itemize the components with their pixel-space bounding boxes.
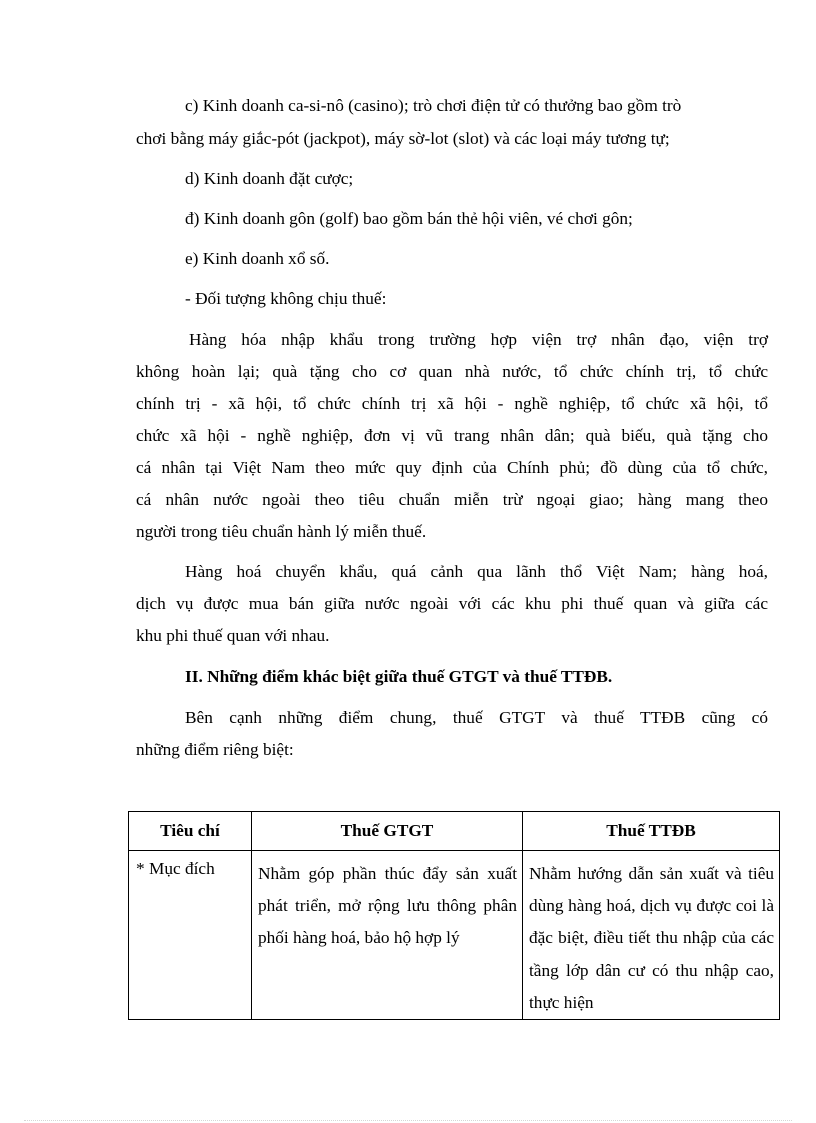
table-row [129, 851, 780, 1020]
comparison-table [128, 811, 780, 1020]
header-sct: Thuế TTĐB [523, 812, 780, 851]
non-taxable-para2-line-2: dịch vụ được mua bán giữa nước ngoài với các khu phi thuế quan và giữa các [136, 594, 768, 613]
item-e: e) Kinh doanh xổ số. [185, 249, 330, 268]
intro-line-2: những điểm riêng biệt: [136, 740, 294, 759]
table-header-row [129, 812, 780, 851]
non-taxable-para1-line-2: không hoàn lại; quà tặng cho cơ quan nhà nước, tổ chức chính trị, tổ chức [136, 362, 768, 381]
non-taxable-para2-line-3: khu phi thuế quan với nhau. [136, 626, 330, 645]
item-c-line-2: chơi bằng máy giắc-pót (jackpot), máy sờ-lot (slot) và các loại máy tương tự; [136, 129, 670, 148]
non-taxable-para1-line-6: cá nhân nước ngoài theo tiêu chuẩn miễn trừ ngoại giao; hàng mang theo [136, 490, 768, 509]
item-d: d) Kinh doanh đặt cược; [185, 169, 354, 188]
row-vat: Nhằm góp phần thúc đẩy sản xuất phát triển, mở rộng lưu thông phân phối hàng hoá, bảo hộ hợp lý [252, 851, 523, 1020]
non-taxable-para1-line-1: Hàng hóa nhập khẩu trong trường hợp viện trợ nhân đạo, viện trợ [189, 330, 768, 349]
intro-line-1: Bên cạnh những điểm chung, thuế GTGT và thuế TTĐB cũng có [185, 708, 768, 727]
non-taxable-heading: - Đối tượng không chịu thuế: [185, 289, 387, 308]
section-heading: II. Những điểm khác biệt giữa thuế GTGT và thuế TTĐB. [185, 667, 613, 686]
row-sct: Nhằm hướng dẫn sản xuất và tiêu dùng hàng hoá, dịch vụ được coi là đặc biệt, điều tiết thu nhập của các tầng lớp dân cư có thu nhập cao, thực hiện [523, 851, 780, 1020]
item-c-line-1: c) Kinh doanh ca-si-nô (casino); trò chơi điện tử có thưởng bao gồm trò [185, 96, 682, 115]
item-dd: đ) Kinh doanh gôn (golf) bao gồm bán thẻ hội viên, vé chơi gôn; [185, 209, 633, 228]
row-criteria: * Mục đích [129, 851, 252, 1020]
non-taxable-para1-line-3: chính trị - xã hội, tổ chức chính trị xã hội - nghề nghiệp, tổ chức xã hội, tổ [136, 394, 768, 413]
non-taxable-para2-line-1: Hàng hoá chuyển khẩu, quá cảnh qua lãnh thổ Việt Nam; hàng hoá, [185, 562, 768, 581]
header-criteria: Tiêu chí [129, 812, 252, 851]
non-taxable-para1-line-7: người trong tiêu chuẩn hành lý miễn thuế. [136, 522, 427, 541]
non-taxable-para1-line-4: chức xã hội - nghề nghiệp, đơn vị vũ trang nhân dân; quà biếu, quà tặng cho [136, 426, 768, 445]
header-vat: Thuế GTGT [252, 812, 523, 851]
page-bottom-divider [24, 1120, 792, 1121]
non-taxable-para1-line-5: cá nhân tại Việt Nam theo mức quy định của Chính phủ; đồ dùng của tổ chức, [136, 458, 768, 477]
